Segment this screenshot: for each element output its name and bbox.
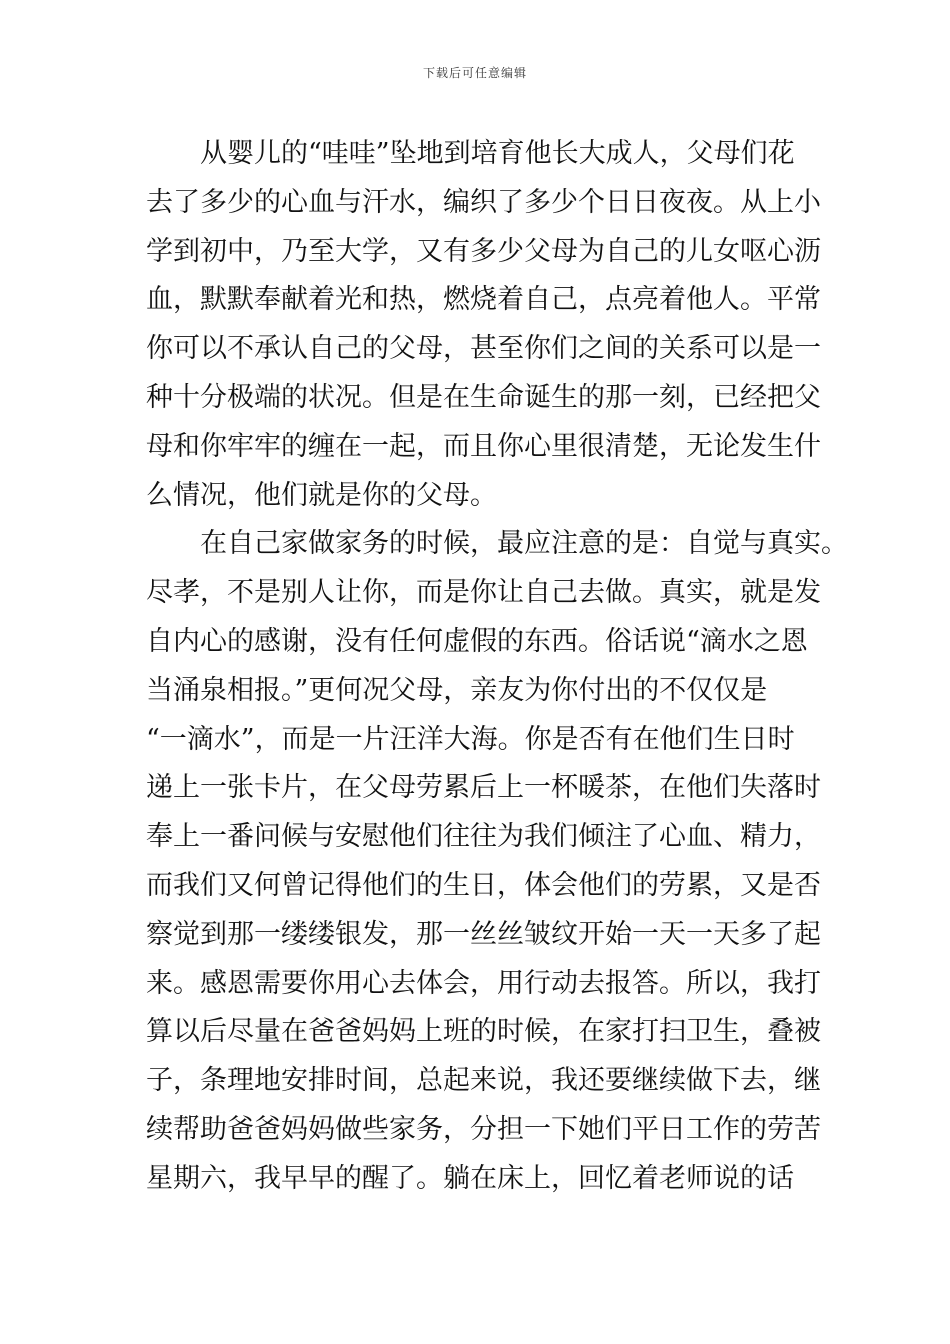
paragraph-1-line-2: 去了多少的心血与汗水，编织了多少个日日夜夜。从上小 [146,186,821,218]
paragraph-2-line-3: 自内心的感谢，没有任何虚假的东西。俗话说“滴水之恩 [146,625,808,657]
paragraph-2-line-2: 尽孝，不是别人让你，而是你让自己去做。真实，就是发 [146,577,821,609]
paragraph-1-line-6: 种十分极端的状况。但是在生命诞生的那一刻，已经把父 [146,381,821,413]
paragraph-2-line-7: 奉上一番问候与安慰他们往往为我们倾注了心血、精力， [146,821,821,853]
paragraph-2-line-1: 在自己家做家务的时候，最应注意的是：自觉与真实。 [200,528,848,560]
paragraph-2-line-10: 来。感恩需要你用心去体会，用行动去报答。所以，我打 [146,967,821,999]
page-header-note: 下载后可任意编辑 [422,66,527,80]
paragraph-1-line-4: 血，默默奉献着光和热，燃烧着自己，点亮着他人。平常 [146,284,821,316]
paragraph-2-line-9: 察觉到那一缕缕银发，那一丝丝皱纹开始一天一天多了起 [146,918,821,950]
paragraph-1-line-8: 么情况，他们就是你的父母。 [146,479,497,511]
paragraph-2-line-4: 当涌泉相报。”更何况父母，亲友为你付出的不仅仅是 [146,674,768,706]
paragraph-2-line-8: 而我们又何曾记得他们的生日，体会他们的劳累，又是否 [146,869,821,901]
paragraph-2-line-13: 续帮助爸爸妈妈做些家务，分担一下她们平日工作的劳苦 [146,1113,821,1145]
document-body [0,130,950,1204]
paragraph-2-line-5: “一滴水”，而是一片汪洋大海。你是否有在他们生日时 [146,723,795,755]
paragraph-1-line-7: 母和你牢牢的缠在一起，而且你心里很清楚，无论发生什 [146,430,821,462]
paragraph-2-line-12: 子，条理地安排时间，总起来说，我还要继续做下去，继 [146,1065,821,1097]
paragraph-1-line-3: 学到初中，乃至大学，又有多少父母为自己的儿女呕心沥 [146,235,821,267]
paragraph-2-line-14: 星期六，我早早的醒了。躺在床上，回忆着老师说的话 [146,1162,794,1194]
paragraph-1-line-1: 从婴儿的“哇哇”坠地到培育他长大成人，父母们花 [200,138,795,169]
paragraph-2-line-6: 递上一张卡片，在父母劳累后上一杯暖茶，在他们失落时 [146,772,821,804]
paragraph-1-line-5: 你可以不承认自己的父母，甚至你们之间的关系可以是一 [146,333,821,365]
paragraph-2-line-11: 算以后尽量在爸爸妈妈上班的时候，在家打扫卫生，叠被 [146,1016,821,1048]
